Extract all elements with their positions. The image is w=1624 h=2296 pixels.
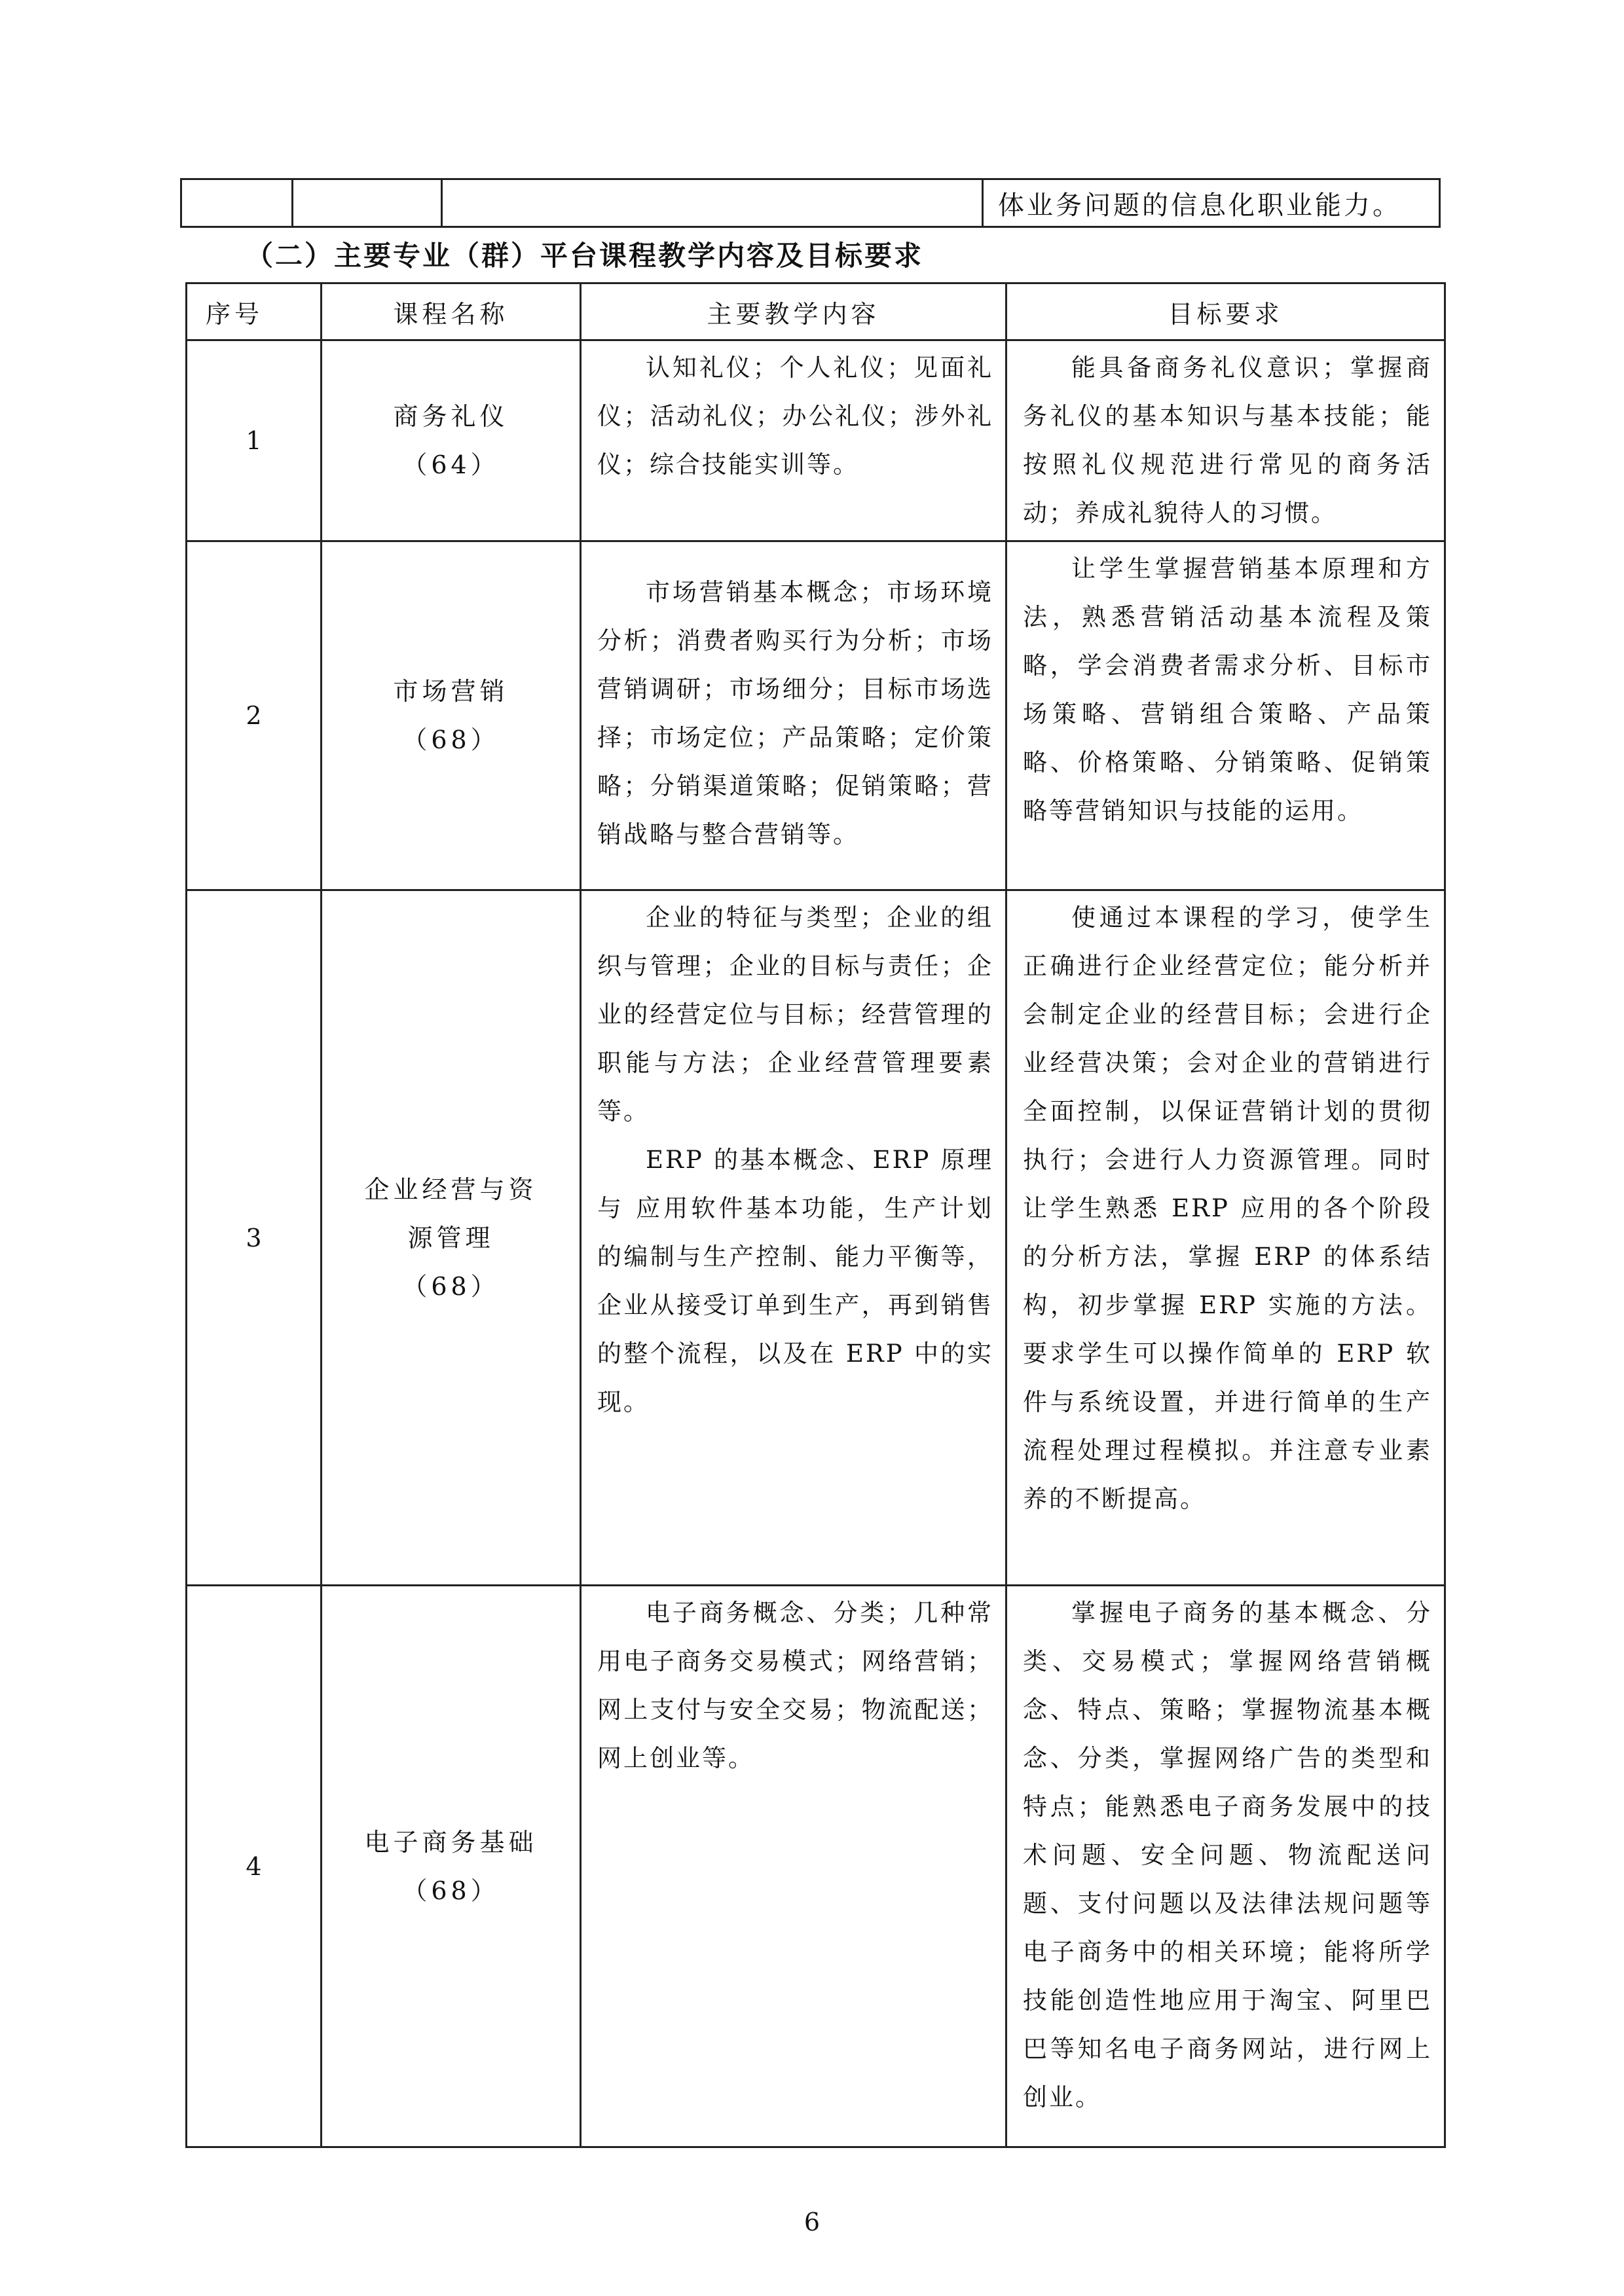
course-name-cell: [322, 1586, 581, 2147]
header-no: 序号: [187, 283, 322, 340]
section-heading: （二）主要专业（群）平台课程教学内容及目标要求: [246, 240, 924, 272]
goal-paragraph: 使通过本课程的学习，使学生正确进行企业经营定位；能分析并会制定企业的经营目标；会进行企业经营决策；会对企业的营销进行全面控制，以保证营销计划的贯彻执行；会进行人力资源管理。同时让学生熟悉 ERP 应用的各个阶段 的分析方法，掌握 ERP 的体系结构，初步掌握 ERP 实施的方法。 要求学生可以操作简单的 ERP 软件与系统设置，并进行简单的生产 流程处理过程模拟。并注意专业素养的不断提高。: [1023, 903, 1432, 1513]
table-row: [187, 340, 1445, 541]
content-paragraph: ERP 的基本概念、ERP 原理与 应用软件基本功能，生产计划的编制与生产控制、能力平衡等，企业从接受订单到生产，再到销售的整个流程，以及在 ERP 中的实现。: [597, 1146, 993, 1416]
content-paragraph: 电子商务概念、分类；几种常用电子商务交易模式；网络营销；网上支付与安全交易；物流配送；网上创业等。: [597, 1599, 993, 1772]
row-number: 1: [187, 340, 322, 541]
table-cell-text: 体业务问题的信息化职业能力。: [983, 179, 1440, 227]
table-header-row: [187, 283, 1445, 340]
course-content: [581, 340, 1006, 541]
course-name: 企业经营与资源管理: [364, 1175, 538, 1252]
course-name-cell: [322, 340, 581, 541]
course-content: [581, 890, 1006, 1586]
course-name-cell: [322, 890, 581, 1586]
goal-paragraph: 掌握电子商务的基本概念、分类、交易模式；掌握网络营销概念、特点、策略；掌握物流基本概念、分类，掌握网络广告的类型和特点；能熟悉电子商务发展中的技术问题、安全问题、物流配送问题、支付问题以及法律法规问题等电子商务中的相关环境；能将所学技能创造性地应用于淘宝、阿里巴巴等知名电子商务网站，进行网上创业。: [1023, 1599, 1432, 2111]
course-name: 市场营销: [393, 677, 509, 706]
course-hours: （64）: [402, 450, 500, 479]
row-number: 3: [187, 890, 322, 1586]
course-goal: [1006, 541, 1445, 890]
course-content: [581, 541, 1006, 890]
table-row: [187, 1586, 1445, 2147]
table-cell: [181, 179, 293, 227]
course-hours: （68）: [402, 1876, 500, 1905]
course-content: [581, 1586, 1006, 2147]
content-paragraph: 认知礼仪；个人礼仪；见面礼仪；活动礼仪；办公礼仪；涉外礼仪；综合技能实训等。: [597, 354, 993, 479]
page-number: 6: [803, 2208, 821, 2236]
row-number: 4: [187, 1586, 322, 2147]
course-goal: [1006, 340, 1445, 541]
table-cell: [442, 179, 983, 227]
row-number: 2: [187, 541, 322, 890]
goal-paragraph: 能具备商务礼仪意识；掌握商务礼仪的基本知识与基本技能；能按照礼仪规范进行常见的商务活动；养成礼貌待人的习惯。: [1023, 354, 1432, 527]
goal-paragraph: 让学生掌握营销基本原理和方法，熟悉营销活动基本流程及策略，学会消费者需求分析、目标市场策略、营销组合策略、产品策略、价格策略、分销策略、促销策略等营销知识与技能的运用。: [1023, 555, 1432, 825]
course-goal: [1006, 1586, 1445, 2147]
course-table: [185, 282, 1446, 2148]
course-name: 电子商务基础: [364, 1827, 538, 1857]
table-row: [181, 179, 1440, 227]
course-hours: （68）: [402, 725, 500, 754]
content-paragraph: 市场营销基本概念；市场环境分析；消费者购买行为分析；市场营销调研；市场细分；目标市场选择；市场定位；产品策略；定价策略；分销渠道策略；促销策略；营销战略与整合营销等。: [597, 578, 993, 848]
previous-table-fragment: [180, 178, 1441, 228]
course-goal: [1006, 890, 1445, 1586]
header-name: 课程名称: [322, 283, 581, 340]
course-name-cell: [322, 541, 581, 890]
content-paragraph: 企业的特征与类型；企业的组织与管理；企业的目标与责任；企业的经营定位与目标；经营管理的职能与方法；企业经营管理要素等。: [597, 903, 993, 1125]
table-row: [187, 541, 1445, 890]
table-row: [187, 890, 1445, 1586]
course-name: 商务礼仪: [393, 402, 509, 431]
course-hours: （68）: [402, 1271, 500, 1301]
header-goal: 目标要求: [1006, 283, 1445, 340]
header-content: 主要教学内容: [581, 283, 1006, 340]
table-cell: [293, 179, 442, 227]
